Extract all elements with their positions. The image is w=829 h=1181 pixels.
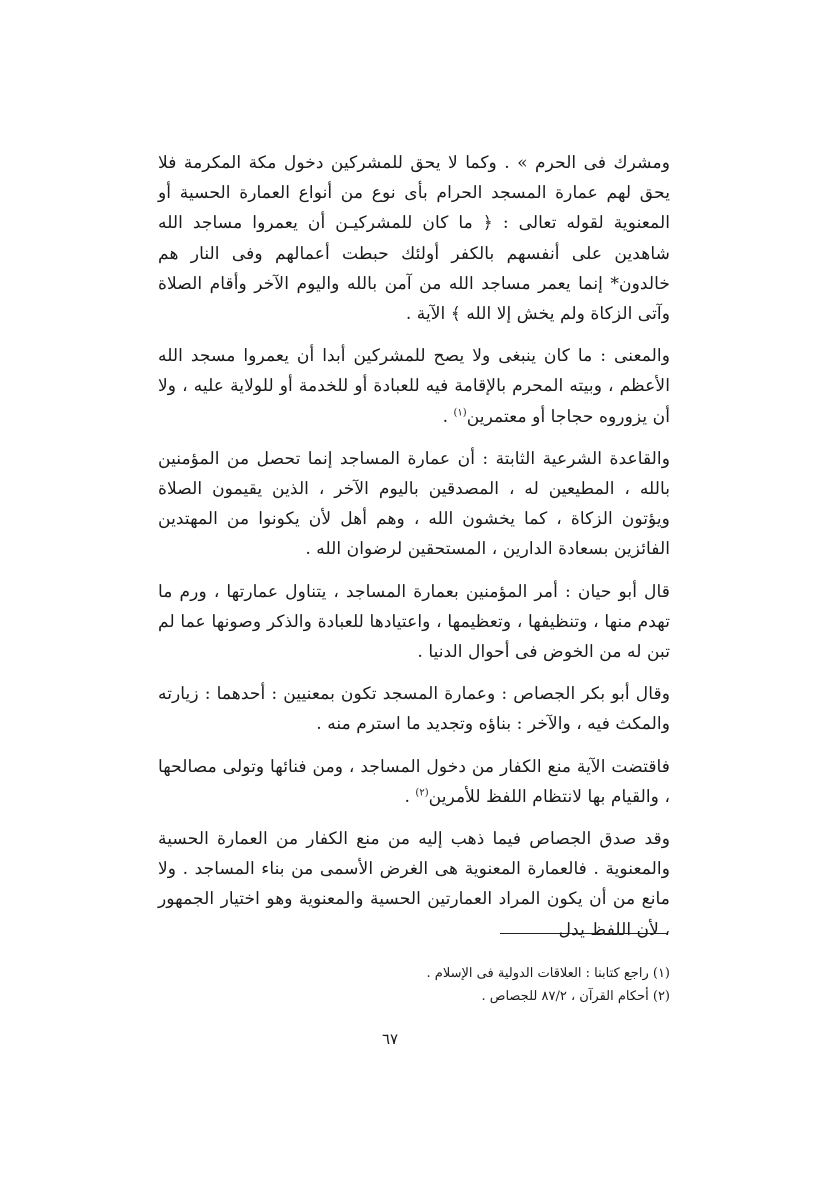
page-number: ٦٧ <box>381 1030 399 1048</box>
paragraph-2-end: . <box>442 406 454 427</box>
paragraph-6-end: . <box>404 786 416 807</box>
paragraph-1: ومشرك فى الحرم » . وكما لا يحق للمشركين دخول مكة المكرمة فلا يحق لهم عمارة المسجد الحرام بأى نوع من أنواع العمارة الحسية أو المعنوية لقوله تعالى : ﴿ ما كان للمشركيـن أن يعمروا مساجد الله شاهدين على أنفسهم بالكفر أولئك حبطت أعمالهم وفى النار هم خالدون* إنما يعمر مساجد الله من آمن بالله واليوم الآخر وأقام الصلاة وآتى الزكاة ولم يخش إلا الله ﴾ الآية . <box>158 153 670 325</box>
paragraph-4: قال أبو حيان : أمر المؤمنين بعمارة المساجد ، يتناول عمارتها ، ورم ما تهدم منها ، وتنظيفها ، وتعظيمها ، واعتيادها للعبادة والذكر وصونها عما لم تبن له من الخوض فى أحوال الدنيا . <box>158 581 670 663</box>
paragraph-3: والقاعدة الشرعية الثابتة : أن عمارة المساجد إنما تحصل من المؤمنين بالله ، المطيعين له ، المصدقين باليوم الآخر ، الذين يقيمون الصلاة ويؤتون الزكاة ، كما يخشون الله ، وهم أهل لأن يكونوا من المهتدين الفائزين بسعادة الدارين ، المستحقين لرضوان الله . <box>158 448 670 560</box>
paragraph-7: وقد صدق الجصاص فيما ذهب إليه من منع الكفار من العمارة الحسية والمعنوية . فالعمارة المعنوية هى الغرض الأسمى من بناء المساجد . ولا مانع من أن يكون المراد العمارتين الحسية والمعنوية وهو اختيار الجمهور ، لأن اللفظ يدل <box>158 829 670 940</box>
footnote-ref-1: (١) <box>453 406 467 418</box>
paragraph-6 <box>158 752 670 812</box>
footnotes <box>300 962 670 1008</box>
paragraph-5: وقال أبو بكر الجصاص : وعمارة المسجد تكون بمعنيين : أحدهما : زيارته والمكث فيه ، والآخر : بناؤه وتجديد ما استرم منه . <box>158 684 670 735</box>
footnote-divider <box>500 933 668 934</box>
footnote-2: (٢) أحكام القرآن ، ٨٧/٢ للجصاص . <box>481 989 670 1004</box>
footnote-1: (١) راجع كتابنا : العلاقات الدولية فى الإسلام . <box>426 966 670 981</box>
main-text <box>158 148 670 957</box>
paragraph-6-text: فاقتضت الآية منع الكفار من دخول المساجد ، ومن فنائها وتولى مصالحها ، والقيام بها لانتظام اللفظ للأمرين <box>158 756 670 807</box>
paragraph-2-text: والمعنى : ما كان ينبغى ولا يصح للمشركين أبدا أن يعمروا مسجد الله الأعظم ، وبيته المحرم بالإقامة فيه للعبادة أو للخدمة أو للولاية عليه ، ولا أن يزوروه حجاجا أو معتمرين <box>158 346 670 427</box>
footnote-ref-2: (٢) <box>415 787 429 799</box>
paragraph-2 <box>158 341 670 432</box>
